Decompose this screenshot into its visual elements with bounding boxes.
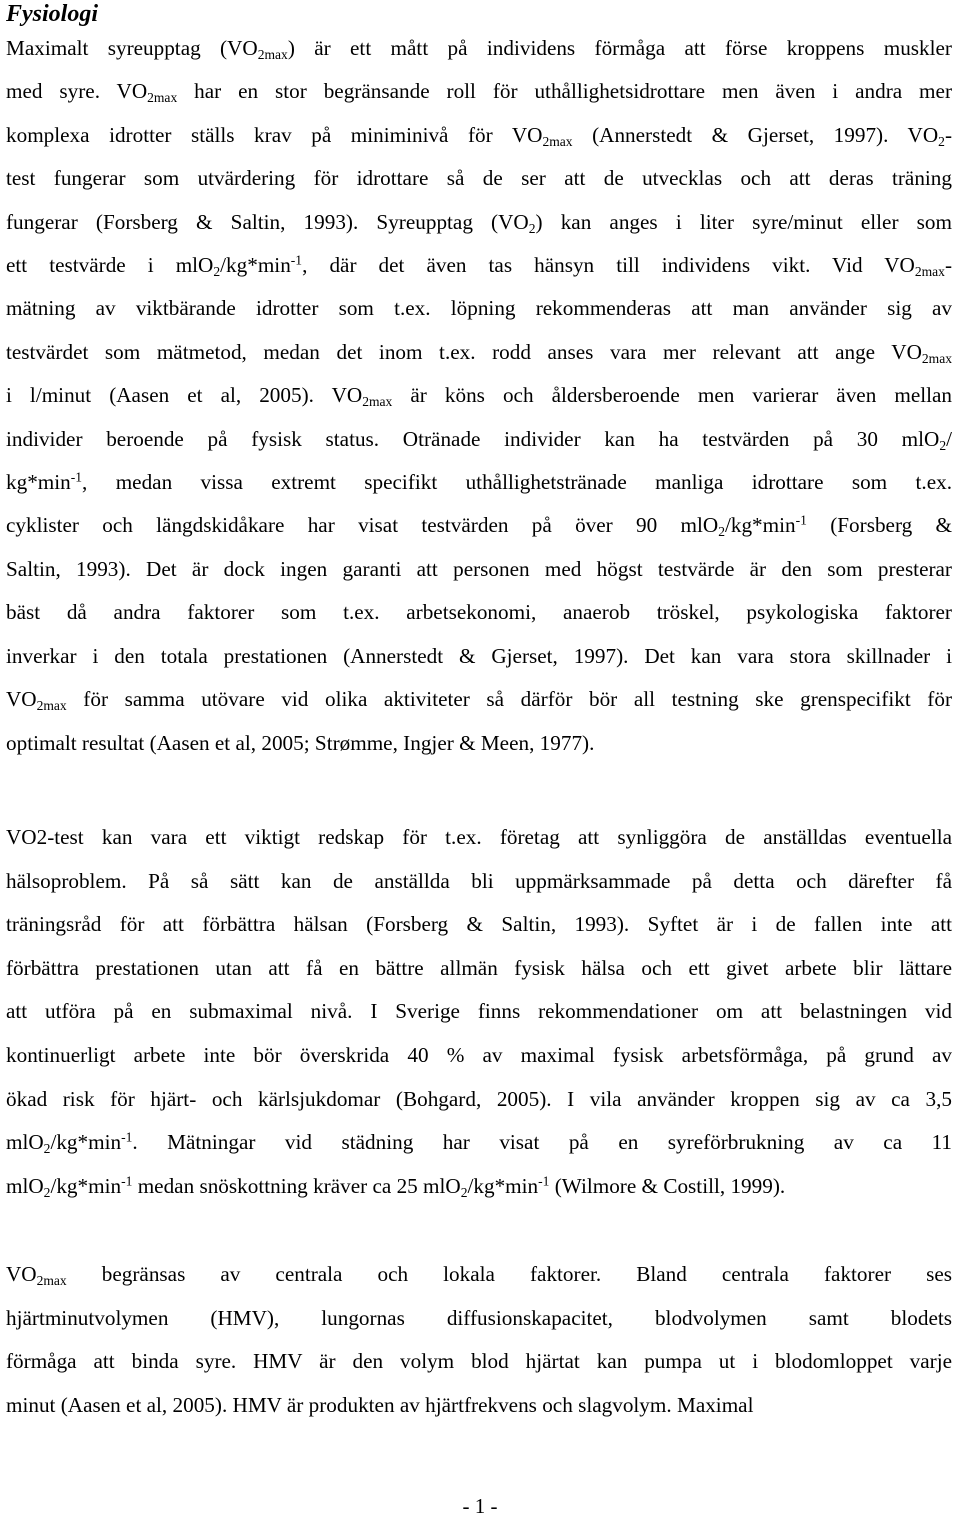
text-line <box>6 418 952 461</box>
text-run: ) är ett mått på individens förmåga att förse kroppens muskler <box>287 36 952 60</box>
text-run: . Mätningar vid städning har visat på en syreförbrukning av ca 11 <box>132 1130 952 1155</box>
text-run: för samma utövare vid olika aktiviteter så därför bör all testning ske grenspecifikt för <box>66 687 952 712</box>
text-run: , medan vissa extremt specifikt uthållighetstränade manliga idrottare som t.ex. <box>82 470 952 495</box>
text-line <box>6 947 952 991</box>
text-run: minut (Aasen et al, 2005). HMV är produkten av hjärtfrekvens och slagvolym. Maximal <box>6 1392 754 1417</box>
text-run: - <box>944 122 952 147</box>
subscript: 2max <box>921 350 952 366</box>
text-run: fungerar (Forsberg & Saltin, 1993). Syreupptag (VO <box>6 209 529 234</box>
subscript: 2 <box>528 220 536 236</box>
text-run: Saltin, 1993). Det är dock ingen garanti att personen med högst testvärde är den som presterar <box>6 556 952 581</box>
text-run: individer beroende på fysisk status. Otränade individer kan ha testvärden på 30 mlO <box>6 426 940 451</box>
text-line <box>6 1340 952 1384</box>
text-run: /kg*min <box>467 1173 539 1198</box>
text-line <box>6 461 952 504</box>
text-run: /kg*min <box>50 1130 122 1155</box>
subscript: 2max <box>542 133 573 149</box>
text-line <box>6 331 952 374</box>
text-run: cyklister och längdskidåkare har visat testvärden på över 90 mlO <box>6 513 719 538</box>
text-line <box>6 1297 952 1341</box>
text-line <box>6 504 952 547</box>
text-run: kontinuerligt arbete inte bör överskrida 40 % av maximal fysisk arbetsförmåga, på grund av <box>6 1042 952 1067</box>
subscript: 2max <box>914 263 945 279</box>
text-line <box>6 244 952 287</box>
text-line <box>6 157 952 200</box>
text-line <box>6 374 952 417</box>
subscript: 2 <box>939 437 947 453</box>
paragraph-vo2max-intro <box>6 27 952 765</box>
text-run: /kg*min <box>220 253 291 278</box>
text-run: testvärdet som mätmetod, medan det inom t.ex. rodd anses vara mer relevant att ange VO <box>6 339 922 364</box>
text-line <box>6 27 952 70</box>
paragraph-vo2-test-workplace <box>6 816 952 1208</box>
superscript: -1 <box>121 1129 133 1145</box>
subscript: 2 <box>213 263 221 279</box>
text-run: kg*min <box>6 470 71 495</box>
text-line <box>6 591 952 634</box>
text-line <box>6 114 952 157</box>
text-run: förmåga att binda syre. HMV är den volym blod hjärtat kan pumpa ut i blodomloppet varje <box>6 1349 952 1374</box>
text-line <box>6 1165 952 1209</box>
text-run: , där det även tas hänsyn till individens vikt. Vid VO <box>302 253 915 278</box>
text-run: /kg*min <box>50 1173 122 1198</box>
text-run: mlO <box>6 1173 44 1198</box>
subscript: 2max <box>36 697 67 713</box>
text-run: - <box>944 253 952 278</box>
text-line <box>6 1078 952 1122</box>
text-line <box>6 1253 952 1297</box>
text-run: VO2-test kan vara ett viktigt redskap för t.ex. företag att synliggöra de anställdas eventuella <box>6 825 952 849</box>
superscript: -1 <box>538 1173 550 1189</box>
text-line <box>6 678 952 721</box>
subscript: 2 <box>938 133 945 149</box>
text-run: (Forsberg & <box>806 513 952 538</box>
text-run: (Annerstedt & Gjerset, 1997). VO <box>572 122 939 147</box>
text-run: komplexa idrotter ställs krav på miniminivå för VO <box>6 122 543 147</box>
text-run: hjärtminutvolymen (HMV), lungornas diffusionskapacitet, blodvolymen samt blodets <box>6 1305 952 1330</box>
text-line <box>6 816 952 860</box>
text-run: ) kan anges i liter syre/minut eller som <box>535 209 952 234</box>
text-line <box>6 903 952 947</box>
text-line <box>6 287 952 330</box>
superscript: -1 <box>121 1173 133 1189</box>
paragraph-vo2max-factors <box>6 1253 952 1427</box>
text-line <box>6 1034 952 1078</box>
text-line <box>6 548 952 591</box>
text-run: Maximalt syreupptag (VO <box>6 36 258 60</box>
text-run: VO <box>6 687 37 712</box>
subscript: 2 <box>460 1184 468 1200</box>
page-number: - 1 - <box>462 1494 498 1518</box>
text-run: träningsråd för att förbättra hälsan (Forsberg & Saltin, 1993). Syftet är i de fallen inte att <box>6 912 952 937</box>
subscript: 2max <box>257 46 288 62</box>
subscript: 2max <box>36 1272 67 1288</box>
superscript: -1 <box>290 252 303 268</box>
superscript: -1 <box>795 513 807 529</box>
text-run: med syre. VO <box>6 79 148 104</box>
subscript: 2max <box>147 90 178 106</box>
text-line <box>6 1384 952 1428</box>
text-line <box>6 201 952 244</box>
text-run: inverkar i den totala prestationen (Annerstedt & Gjerset, 1997). Det kan vara stora skillnader i <box>6 643 952 668</box>
text-run: test fungerar som utvärdering för idrottare så de ser att de utvecklas och att deras träning <box>6 166 952 191</box>
text-line <box>6 722 952 765</box>
subscript: 2max <box>362 394 393 410</box>
text-run: förbättra prestationen utan att få en bättre allmän fysisk hälsa och ett givet arbete blir lättare <box>6 955 952 980</box>
text-run: mätning av viktbärande idrotter som t.ex. löpning rekommenderas att man använder sig av <box>6 296 952 321</box>
text-run: är köns och åldersberoende men varierar även mellan <box>392 383 952 408</box>
text-run: (Wilmore & Costill, 1999). <box>549 1173 786 1198</box>
text-line <box>6 1121 952 1165</box>
text-run: ökad risk för hjärt- och kärlsjukdomar (Bohgard, 2005). I vila använder kroppen sig av ca 3,5 <box>6 1086 952 1111</box>
text-line <box>6 860 952 904</box>
text-line <box>6 990 952 1034</box>
section-heading: Fysiologi <box>6 1 99 27</box>
subscript: 2 <box>718 524 725 540</box>
text-run: ett testvärde i mlO <box>6 253 214 278</box>
text-run: mlO <box>6 1130 44 1155</box>
text-run: bäst då andra faktorer som t.ex. arbetsekonomi, anaerob tröskel, psykologiska faktorer <box>6 600 952 625</box>
text-line <box>6 635 952 678</box>
text-run: hälsoproblem. På så sätt kan de anställda bli uppmärksammade på detta och därefter få <box>6 868 952 893</box>
text-run: optimalt resultat (Aasen et al, 2005; Strømme, Ingjer & Meen, 1977). <box>6 730 595 755</box>
text-run: VO <box>6 1262 37 1286</box>
subscript: 2 <box>43 1140 51 1156</box>
text-run: /kg*min <box>724 513 796 538</box>
subscript: 2 <box>43 1184 51 1200</box>
text-run: att utföra på en submaximal nivå. I Sverige finns rekommendationer om att belastningen vid <box>6 999 952 1024</box>
text-run: begränsas av centrala och lokala faktorer. Bland centrala faktorer ses <box>66 1262 952 1286</box>
text-run: / <box>946 426 952 451</box>
text-run: medan snöskottning kräver ca 25 mlO <box>132 1173 461 1198</box>
text-run: har en stor begränsande roll för uthållighetsidrottare men även i andra mer <box>177 79 953 104</box>
text-run: i l/minut (Aasen et al, 2005). VO <box>6 383 363 408</box>
text-line <box>6 70 952 113</box>
superscript: -1 <box>70 469 83 485</box>
